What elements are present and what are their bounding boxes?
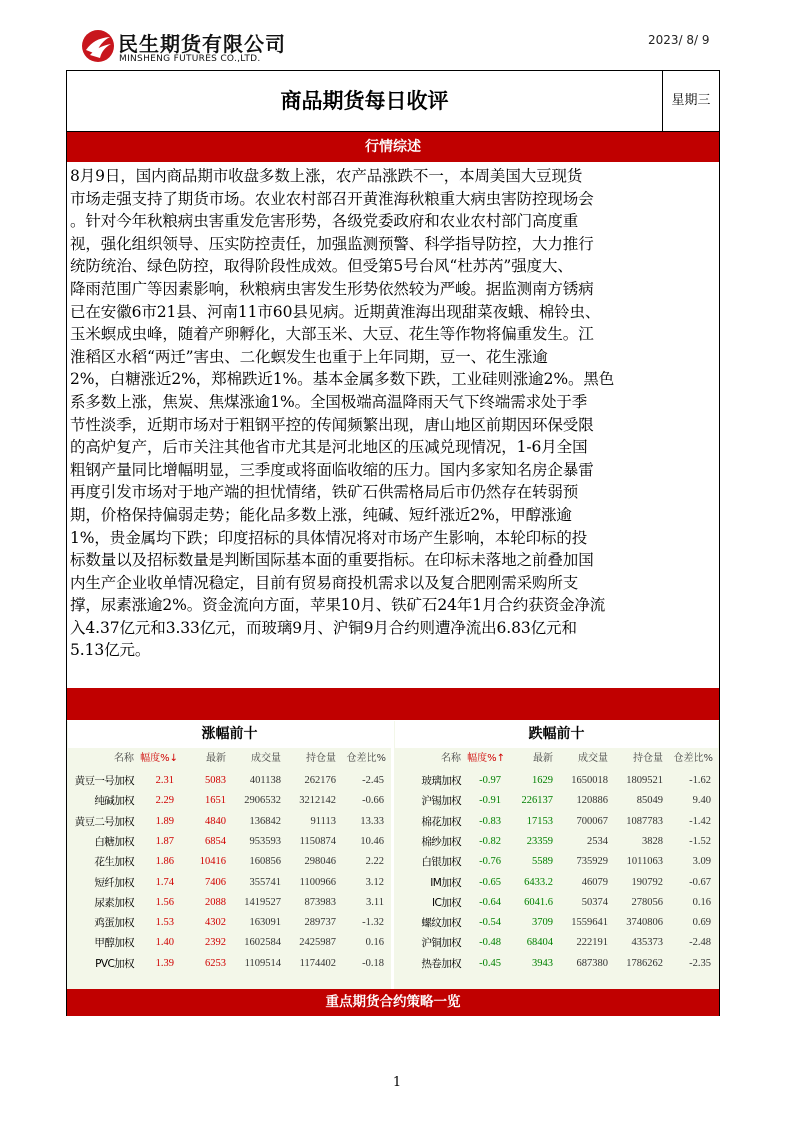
cell-change: -0.54 [479, 917, 501, 929]
cell-change: 2.29 [155, 795, 174, 807]
cell-change: -0.83 [479, 815, 501, 827]
overview-section-header: 行情综述 [67, 132, 719, 162]
column-header-oi[interactable]: 持仓量 [306, 753, 336, 764]
cell-last: 3943 [532, 957, 553, 969]
cell-volume: 355741 [249, 876, 281, 888]
cell-volume: 222191 [576, 937, 608, 949]
report-title: 商品期货每日收评 [67, 71, 663, 131]
cell-change: -0.65 [479, 876, 501, 888]
column-header-change[interactable]: 幅度%↓ [140, 753, 178, 764]
cell-oi_diff: -2.48 [689, 937, 711, 949]
cell-name: 热卷加权 [421, 957, 461, 970]
cell-last: 5083 [205, 775, 226, 786]
cell-change: -0.76 [479, 856, 501, 868]
summary-line: 粗钢产量同比增幅明显，三季度或将面临收缩的压力。国内多家知名房企暴雷 [70, 460, 594, 479]
cell-last: 10416 [199, 856, 226, 868]
summary-line: 节性淡季，近期市场对于粗钢平控的传闻频繁出现，唐山地区前期因环保受限 [70, 415, 594, 434]
cell-oi: 1809521 [626, 775, 663, 786]
cell-last: 3709 [532, 917, 553, 929]
gainers-title: 涨幅前十 [68, 721, 391, 748]
cell-oi: 1087783 [626, 815, 663, 827]
cell-name: 黄豆一号加权 [74, 775, 134, 787]
cell-last: 17153 [526, 815, 553, 827]
table-row[interactable] [395, 913, 718, 933]
cell-change: 1.39 [155, 957, 174, 969]
cell-oi: 85049 [636, 795, 663, 807]
cell-last: 6854 [205, 835, 226, 847]
cell-name: 鸡蛋加权 [94, 917, 134, 930]
cell-oi: 435373 [631, 937, 663, 949]
cell-oi: 91113 [310, 815, 336, 827]
cell-volume: 163091 [249, 917, 281, 929]
cell-oi: 3828 [642, 835, 663, 847]
table-row[interactable] [68, 791, 391, 811]
cell-name: 白糖加权 [94, 835, 134, 848]
cell-volume: 1109514 [244, 957, 281, 969]
cell-last: 6041.6 [524, 896, 553, 908]
cell-last: 4302 [205, 917, 226, 929]
cell-change: 1.40 [155, 937, 174, 949]
cell-name: 甲醇加权 [94, 937, 134, 950]
cell-change: 1.53 [155, 917, 174, 929]
cell-oi_diff: -1.52 [689, 835, 711, 847]
table-row[interactable] [395, 812, 718, 832]
summary-line: 的高炉复产，后市关注其他省市尤其是河北地区的压减兑现情况，1-6月全国 [70, 438, 588, 457]
cell-change: -0.64 [479, 896, 501, 908]
cell-last: 1651 [205, 795, 226, 807]
cell-oi: 298046 [304, 856, 336, 868]
table-row[interactable] [395, 873, 718, 893]
column-header-oi_diff[interactable]: 仓差比% [346, 753, 386, 764]
cell-change: 1.74 [155, 876, 174, 888]
cell-oi: 190792 [631, 876, 663, 888]
cell-last: 6433.2 [524, 876, 553, 888]
summary-line: 。针对今年秋粮病虫害重发危害形势，各级党委政府和农业农村部门高度重 [70, 212, 579, 231]
column-header-last[interactable]: 最新 [533, 753, 553, 764]
cell-change: 2.31 [155, 775, 174, 786]
cell-last: 226137 [521, 795, 553, 807]
cell-volume: 401138 [249, 775, 281, 786]
page-number: 1 [392, 1075, 402, 1090]
company-logo-icon [80, 28, 116, 64]
cell-last: 1629 [532, 775, 553, 786]
cell-oi: 1150874 [299, 835, 336, 847]
column-header-name[interactable]: 名称 [114, 753, 134, 764]
cell-volume: 2906532 [244, 795, 281, 807]
cell-last: 5589 [532, 856, 553, 868]
cell-volume: 953593 [249, 835, 281, 847]
cell-change: 1.86 [155, 856, 174, 868]
cell-name: IC加权 [431, 896, 461, 909]
summary-line: 入4.37亿元和3.33亿元，而玻璃9月、沪铜9月合约则遭净流出6.83亿元和 [70, 618, 577, 637]
summary-line: 2%，白糖涨近2%，郑棉跌近1%。基本金属多数下跌，工业硅则涨逾2%。黑色 [70, 370, 615, 389]
cell-volume: 1559641 [571, 917, 608, 929]
cell-oi_diff: -2.45 [362, 775, 384, 786]
table-row[interactable] [395, 893, 718, 913]
cell-oi_diff: -0.66 [362, 795, 384, 807]
cell-volume: 1419527 [244, 896, 281, 908]
cell-oi: 3740806 [626, 917, 663, 929]
column-header-change[interactable]: 幅度%↑ [467, 753, 505, 764]
cell-oi_diff: 0.16 [692, 896, 711, 908]
summary-line: 8月9日，国内商品期市收盘多数上涨，农产品涨跌不一，本周美国大豆现货 [70, 167, 583, 185]
strategy-section-header: 重点期货合约策略一览 [67, 989, 719, 1016]
table-row[interactable] [68, 873, 391, 893]
cell-name: 棉花加权 [421, 815, 461, 828]
table-row[interactable] [68, 771, 391, 791]
table-divider [391, 721, 394, 989]
cell-oi_diff: -1.42 [689, 815, 711, 827]
summary-line: 已在安徽6市21县、河南11市60县见病。近期黄淮海出现甜菜夜蛾、棉铃虫、 [70, 302, 601, 321]
cell-oi: 1786262 [626, 957, 663, 969]
table-row[interactable] [68, 852, 391, 872]
cell-oi_diff: -0.18 [362, 957, 384, 969]
cell-last: 4840 [205, 815, 226, 827]
cell-volume: 700067 [576, 815, 608, 827]
cell-oi: 3212142 [299, 795, 336, 807]
cell-volume: 120886 [576, 795, 608, 807]
table-row[interactable] [395, 832, 718, 852]
empty-section-band [67, 688, 719, 720]
cell-oi_diff: -2.35 [689, 957, 711, 969]
cell-change: -0.97 [479, 775, 501, 786]
cell-oi: 2425987 [299, 937, 336, 949]
column-header-oi[interactable]: 持仓量 [633, 753, 663, 764]
summary-line: 视，强化组织领导、压实防控责任，加强监测预警、科学指导防控，大力推行 [70, 234, 594, 253]
column-header-name[interactable]: 名称 [441, 753, 461, 764]
cell-oi_diff: 9.40 [692, 795, 711, 807]
summary-line: 撑，尿素涨逾2%。资金流向方面，苹果10月、铁矿石24年1月合约获资金净流 [70, 596, 606, 615]
cell-last: 2088 [205, 896, 226, 908]
summary-line: 内生产企业收单情况稳定，目前有贸易商投机需求以及复合肥刚需采购所支 [70, 573, 579, 592]
table-row[interactable] [68, 893, 391, 913]
cell-last: 6253 [205, 957, 226, 969]
cell-volume: 687380 [576, 957, 608, 969]
cell-name: 花生加权 [94, 856, 134, 869]
table-row[interactable] [395, 933, 718, 953]
cell-volume: 2534 [587, 835, 608, 847]
cell-name: 白银加权 [421, 856, 461, 869]
cell-volume: 50374 [581, 896, 608, 908]
cell-oi: 873983 [304, 896, 336, 908]
market-summary [70, 165, 718, 662]
column-header-volume[interactable]: 成交量 [578, 753, 608, 764]
table-row[interactable] [68, 913, 391, 933]
cell-name: 纯碱加权 [94, 795, 134, 808]
summary-line: 玉米螟成虫峰，随着产卵孵化，大部玉米、大豆、花生等作物将偏重发生。江 [70, 325, 594, 344]
table-row[interactable] [395, 791, 718, 811]
cell-name: 棉纱加权 [421, 835, 461, 848]
cell-change: -0.91 [479, 795, 501, 807]
cell-volume: 160856 [249, 856, 281, 868]
cell-oi_diff: 3.12 [365, 876, 384, 888]
cell-volume: 136842 [249, 815, 281, 827]
cell-change: 1.89 [155, 815, 174, 827]
cell-oi_diff: -1.32 [362, 917, 384, 929]
cell-change: -0.48 [479, 937, 501, 949]
summary-line: 标数量以及招标数量是判断国际基本面的重要指标。在印标未落地之前叠加国 [70, 551, 594, 570]
cell-oi_diff: 2.22 [365, 856, 384, 868]
cell-change: -0.82 [479, 835, 501, 847]
cell-last: 68404 [526, 937, 553, 949]
summary-line: 5.13亿元。 [70, 641, 151, 660]
cell-last: 23359 [526, 835, 553, 847]
table-row[interactable] [68, 933, 391, 953]
table-row[interactable] [68, 832, 391, 852]
summary-line: 市场走强支持了期货市场。农业农村部召开黄淮海秋粮重大病虫害防控现场会 [70, 189, 594, 208]
summary-line: 降雨范围广等因素影响，秋粮病虫害发生形势依然较为严峻。据监测南方锈病 [70, 279, 594, 298]
column-header-volume[interactable]: 成交量 [251, 753, 281, 764]
cell-oi: 1174402 [299, 957, 336, 969]
cell-oi_diff: 10.46 [360, 835, 384, 847]
table-row[interactable] [68, 812, 391, 832]
cell-volume: 1602584 [244, 937, 281, 949]
cell-oi_diff: -1.62 [689, 775, 711, 786]
cell-oi_diff: 13.33 [360, 815, 384, 827]
report-date: 2023/ 8/ 9 [648, 33, 710, 47]
cell-name: IM加权 [430, 876, 461, 889]
summary-line: 期，价格保持偏弱走势；能化品多数上涨，纯碱、短纤涨近2%，甲醇涨逾 [70, 505, 572, 524]
cell-name: PVC加权 [95, 957, 134, 970]
report-weekday: 星期三 [671, 93, 711, 108]
losers-table [395, 721, 718, 989]
table-row[interactable] [395, 954, 718, 974]
cell-name: 短纤加权 [94, 876, 134, 889]
ranking-tables [67, 721, 719, 989]
gainers-table [68, 721, 391, 989]
summary-line: 淮稻区水稻“两迁”害虫、二化螟发生也重于上年同期，豆一、花生涨逾 [70, 347, 548, 366]
summary-line: 系多数上涨，焦炭、焦煤涨逾1%。全国极端高温降雨天气下终端需求处于季 [70, 392, 588, 411]
title-row [67, 71, 719, 132]
summary-line: 统防统治、绿色防控，取得阶段性成效。但受第5号台风“杜苏芮”强度大、 [70, 257, 573, 276]
cell-oi_diff: 0.69 [692, 917, 711, 929]
cell-oi_diff: 0.16 [365, 937, 384, 949]
cell-oi: 1011063 [626, 856, 663, 868]
table-row[interactable] [395, 771, 718, 791]
cell-name: 尿素加权 [94, 896, 134, 909]
cell-volume: 735929 [576, 856, 608, 868]
table-row[interactable] [68, 954, 391, 974]
cell-oi_diff: 3.09 [692, 856, 711, 868]
column-header-oi_diff[interactable]: 仓差比% [673, 753, 713, 764]
cell-oi_diff: -0.67 [689, 876, 711, 888]
cell-oi: 262176 [304, 775, 336, 786]
cell-oi: 278056 [631, 896, 663, 908]
cell-name: 玻璃加权 [421, 775, 461, 787]
cell-name: 沪锡加权 [421, 795, 461, 808]
cell-name: 黄豆二号加权 [74, 815, 134, 828]
cell-last: 2392 [205, 937, 226, 949]
company-name-en: MINSHENG FUTURES CO.,LTD. [119, 54, 261, 64]
column-header-last[interactable]: 最新 [206, 753, 226, 764]
table-row[interactable] [395, 852, 718, 872]
summary-line: 1%，贵金属均下跌；印度招标的具体情况将对市场产生影响，本轮印标的投 [70, 528, 588, 547]
cell-volume: 46079 [581, 876, 608, 888]
cell-change: 1.56 [155, 896, 174, 908]
cell-name: 螺纹加权 [421, 917, 461, 930]
cell-oi: 289737 [304, 917, 336, 929]
cell-change: -0.45 [479, 957, 501, 969]
cell-oi_diff: 3.11 [366, 896, 384, 908]
summary-line: 再度引发市场对于地产端的担忧情绪，铁矿石供需格局后市仍然存在转弱预 [70, 483, 579, 502]
page-header [0, 0, 794, 70]
cell-volume: 1650018 [571, 775, 608, 786]
cell-last: 7406 [205, 876, 226, 888]
company-name-cn: 民生期货有限公司 [118, 32, 286, 56]
cell-name: 沪铜加权 [421, 937, 461, 950]
cell-oi: 1100966 [299, 876, 336, 888]
report-frame [66, 70, 720, 1016]
losers-title: 跌幅前十 [395, 721, 718, 748]
cell-change: 1.87 [155, 835, 174, 847]
